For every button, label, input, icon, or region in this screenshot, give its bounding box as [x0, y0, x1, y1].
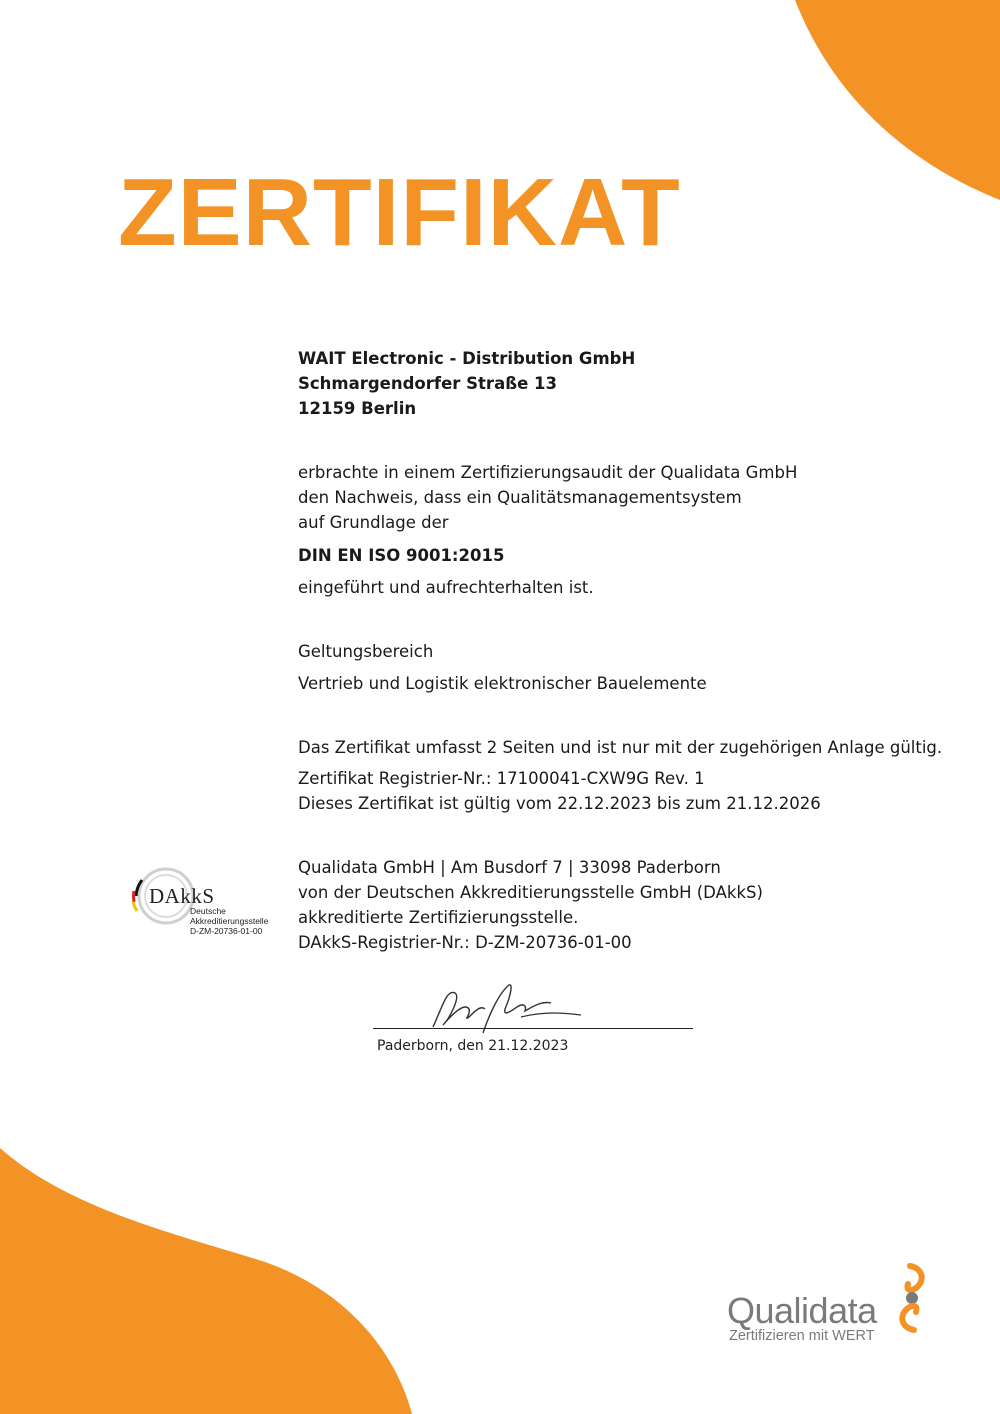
issuer-info	[298, 855, 763, 955]
qualidata-logo-icon	[888, 1262, 936, 1334]
scope-value: Vertrieb und Logistik elektronischer Bauelemente	[298, 674, 707, 693]
dakks-subtext	[190, 906, 268, 936]
audit-statement	[298, 460, 797, 535]
implemented-statement: eingeführt und aufrechterhalten ist.	[298, 578, 594, 597]
scope-label: Geltungsbereich	[298, 642, 434, 661]
validity-info	[298, 766, 821, 816]
company-name: WAIT Electronic - Distribution GmbH	[298, 349, 636, 368]
registration-number: Zertifikat Registrier-Nr.: 17100041-CXW9G Rev. 1	[298, 769, 705, 788]
dakks-name: DAkkS	[149, 884, 215, 908]
company-city: 12159 Berlin	[298, 399, 417, 418]
handwritten-signature	[425, 975, 595, 1045]
qualidata-tagline: Zertifizieren mit WERT	[729, 1328, 875, 1344]
standard-name: DIN EN ISO 9001:2015	[298, 546, 505, 565]
company-address	[298, 346, 635, 421]
validity-period: Dieses Zertifikat ist gültig vom 22.12.2023 bis zum 21.12.2026	[298, 794, 821, 813]
top-right-swoosh	[795, 0, 1000, 200]
dakks-sub-line-3: D-ZM-20736-01-00	[190, 926, 263, 936]
dakks-sub-line-1: Deutsche	[190, 906, 226, 916]
dakks-sub-line-2: Akkreditierungsstelle	[190, 916, 269, 926]
issuer-line-2: von der Deutschen Akkreditierungsstelle GmbH (DAkkS)	[298, 883, 763, 902]
pages-note: Das Zertifikat umfasst 2 Seiten und ist nur mit der zugehörigen Anlage gültig.	[298, 738, 943, 757]
issuer-line-1: Qualidata GmbH | Am Busdorf 7 | 33098 Paderborn	[298, 858, 721, 877]
company-street: Schmargendorfer Straße 13	[298, 374, 557, 393]
signature-line	[373, 1028, 693, 1029]
audit-line-2: den Nachweis, dass ein Qualitätsmanagementsystem	[298, 488, 742, 507]
audit-line-3: auf Grundlage der	[298, 513, 449, 532]
signature-place-date: Paderborn, den 21.12.2023	[377, 1038, 569, 1054]
issuer-line-4: DAkkS-Registrier-Nr.: D-ZM-20736-01-00	[298, 933, 632, 952]
qualidata-logo-text: Qualidata	[727, 1290, 877, 1331]
bottom-left-swoosh	[0, 1148, 412, 1414]
certificate-title: ZERTIFIKAT	[118, 159, 681, 266]
audit-line-1: erbrachte in einem Zertifizierungsaudit der Qualidata GmbH	[298, 463, 798, 482]
issuer-line-3: akkreditierte Zertifizierungsstelle.	[298, 908, 579, 927]
